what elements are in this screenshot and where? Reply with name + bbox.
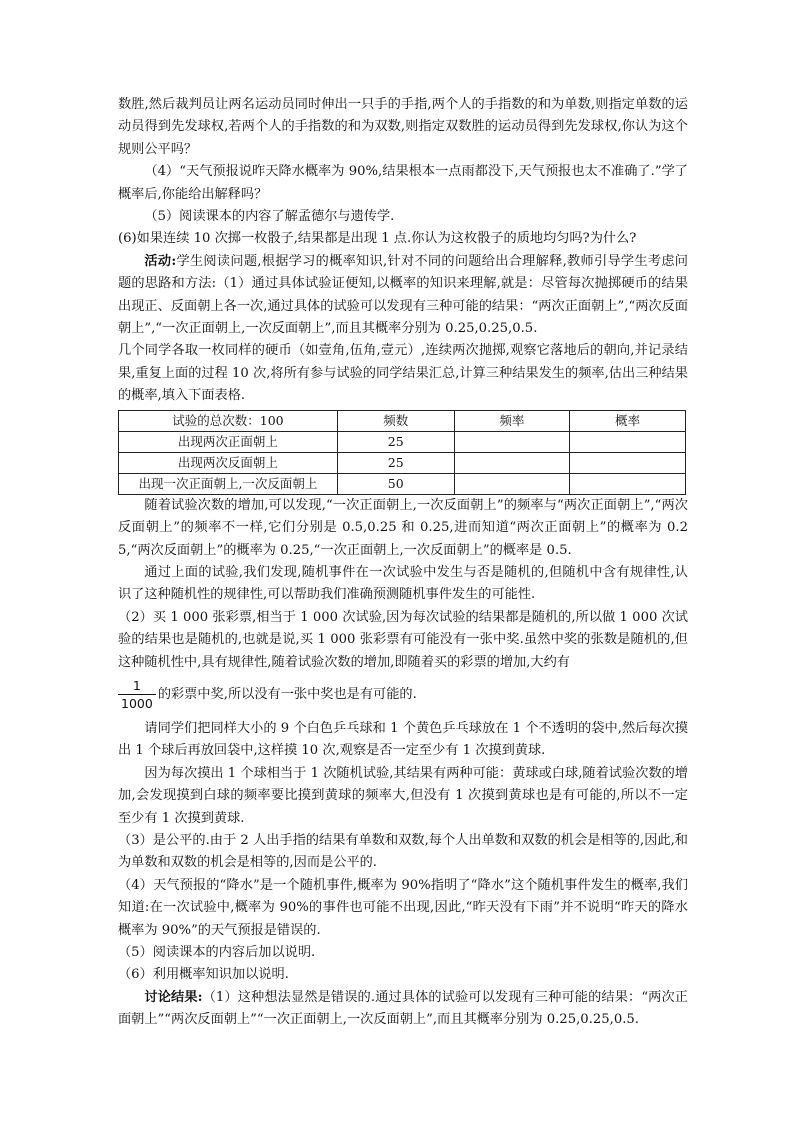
table-cell <box>454 452 570 473</box>
table-header-cell: 频率 <box>454 410 570 431</box>
table-header-cell: 试验的总次数：100 <box>119 410 338 431</box>
fraction-denominator: 1000 <box>118 694 156 712</box>
discussion-text: （1）这种想法显然是错误的.通过具体的试验可以发现有三种可能的结果：“两次正面朝上”“两次反面朝上”“一次正面朝上,一次反面朝上”,而且其概率分别为 0.25,0.25,0.5. <box>118 989 688 1028</box>
lottery-conclusion: 的彩票中奖,所以没有一张中奖也是有可能的. <box>157 686 417 702</box>
paragraph-weather-answer: （4）天气预报的“降水”是一个随机事件,概率为 90%指明了“降水”这个随机事件发生的概率,我们知道:在一次试验中,概率为 90%的事件也可能不出现,因此,“昨天没有下雨”并不说明“昨天的降水概率为 90%”的天气预报是错误的. <box>118 877 688 938</box>
table-cell <box>570 473 686 494</box>
table-row <box>119 473 686 494</box>
table-row <box>119 452 686 473</box>
table-cell: 25 <box>337 452 454 473</box>
fraction-one-thousandth <box>118 677 156 712</box>
table-header-cell: 概率 <box>570 410 686 431</box>
paragraph-fairness-answer: （3）是公平的.由于 2 人出手指的结果有单数和双数,每个人出单数和双数的机会是相等的,因此,和为单数和双数的机会是相等的,因而是公平的. <box>118 832 688 871</box>
paragraph-lottery: （2）买 1 000 张彩票,相当于 1 000 次试验,因为每次试验的结果都是随机的,所以做 1 000 次试验的结果也是随机的,也就是说,买 1 000 张彩票有可能没有一张中奖.虽然中奖的张数是随机的,但这种随机性中,具有规律性,随着试验次数的增加,即随着买的彩票的增加,大约有 <box>118 609 688 670</box>
paragraph-randomness-rule: 通过上面的试验,我们发现,随机事件在一次试验中发生与否是随机的,但随机中含有规律性,认识了这种随机性的规律性,可以帮助我们准确预测随机事件发生的可能性. <box>118 564 688 603</box>
table-cell: 出现两次反面朝上 <box>119 452 338 473</box>
activity-text: 学生阅读问题,根据学习的概率知识,针对不同的问题给出合理解释,教师引导学生考虑问题的思路和方法:（1）通过具体试验证便知,以概率的知识来理解,就是：尽管每次抛掷硬币的结果出现正、反面朝上各一次,通过具体的试验可以发现有三种可能的结果：“两次正面朝上”,“两次反面朝上”,“一次正面朝上,一次反面朝上”,而且其概率分别为 0.25,0.25,0.5. <box>118 253 688 337</box>
table-cell <box>454 473 570 494</box>
paragraph-weather-question: （4）“天气预报说昨天降水概率为 90%,结果根本一点雨都没下,天气预报也太不准确了.”学了概率后,你能给出解释吗？ <box>118 164 688 202</box>
paragraph-rule-question: 数胜,然后裁判员让两名运动员同时伸出一只手的手指,两个人的手指数的和为单数,则指定单数的运动员得到先发球权,若两个人的手指数的和为双数,则指定双数胜的运动员得到先发球权,你认为这个规则公平吗？ <box>118 97 688 157</box>
paragraph-dice-question: (6)如果连续 10 次掷一枚骰子,结果都是出现 1 点.你认为这枚骰子的质地均匀吗?为什么? <box>118 231 637 247</box>
table-header-cell: 频数 <box>337 410 454 431</box>
table-cell: 25 <box>337 431 454 452</box>
table-cell <box>454 431 570 452</box>
paragraph-reading-answer: （5）阅读课本的内容后加以说明. <box>118 945 316 960</box>
paragraph-ball-experiment: 请同学们把同样大小的 9 个白色乒乓球和 1 个黄色乒乓球放在 1 个不透明的袋中,然后每次摸出 1 个球后再放回袋中,这样摸 10 次,观察是否一定至少有 1 次摸到黄球. <box>118 720 688 759</box>
table-cell <box>570 431 686 452</box>
table-cell <box>570 452 686 473</box>
table-cell: 出现两次正面朝上 <box>119 431 338 452</box>
table-header-row <box>119 410 686 431</box>
paragraph-ball-explanation: 因为每次摸出 1 个球相当于 1 次随机试验,其结果有两种可能：黄球或白球,随着试验次数的增加,会发现摸到白球的频率要比摸到黄球的频率大,但没有 1 次摸到黄球也是有可能的,所以不一定至少有 1 次摸到黄球. <box>118 765 688 826</box>
table-cell: 出现一次正面朝上,一次反面朝上 <box>119 473 338 494</box>
fraction-numerator: 1 <box>132 677 141 693</box>
paragraph-discussion-result <box>118 987 688 1032</box>
table-row <box>119 431 686 452</box>
frequency-table <box>118 410 686 495</box>
fraction-line <box>118 677 688 712</box>
paragraph-mendel-reading: （5）阅读课本的内容了解孟德尔与遗传学. <box>144 209 395 225</box>
activity-label: 活动: <box>144 253 177 269</box>
discussion-label: 讨论结果: <box>144 989 203 1005</box>
paragraph-activity <box>118 251 688 341</box>
paragraph-coin-experiment: 几个同学各取一枚同样的硬币（如壹角,伍角,壹元）,连续两次抛掷,观察它落地后的朝向,并记录结果,重复上面的过程 10 次,将所有参与试验的同学结果汇总,计算三种结果发生的频率,估出三种结果的概率,填入下面表格. <box>118 343 688 404</box>
document-page <box>118 94 688 1032</box>
paragraph-frequency-result: 随着试验次数的增加,可以发现,“一次正面朝上,一次反面朝上”的频率与“两次正面朝上”,“两次反面朝上”的频率不一样,它们分别是 0.5,0.25 和 0.25,进而知道“两次正面朝上”的概率为 0.25,“两次反面朝上”的概率为 0.25,“一次正面朝上,一次反面朝上”的概率是 0.5. <box>118 497 688 558</box>
paragraph-probability-answer: （6）利用概率知识加以说明. <box>118 967 289 983</box>
table-cell: 50 <box>337 473 454 494</box>
